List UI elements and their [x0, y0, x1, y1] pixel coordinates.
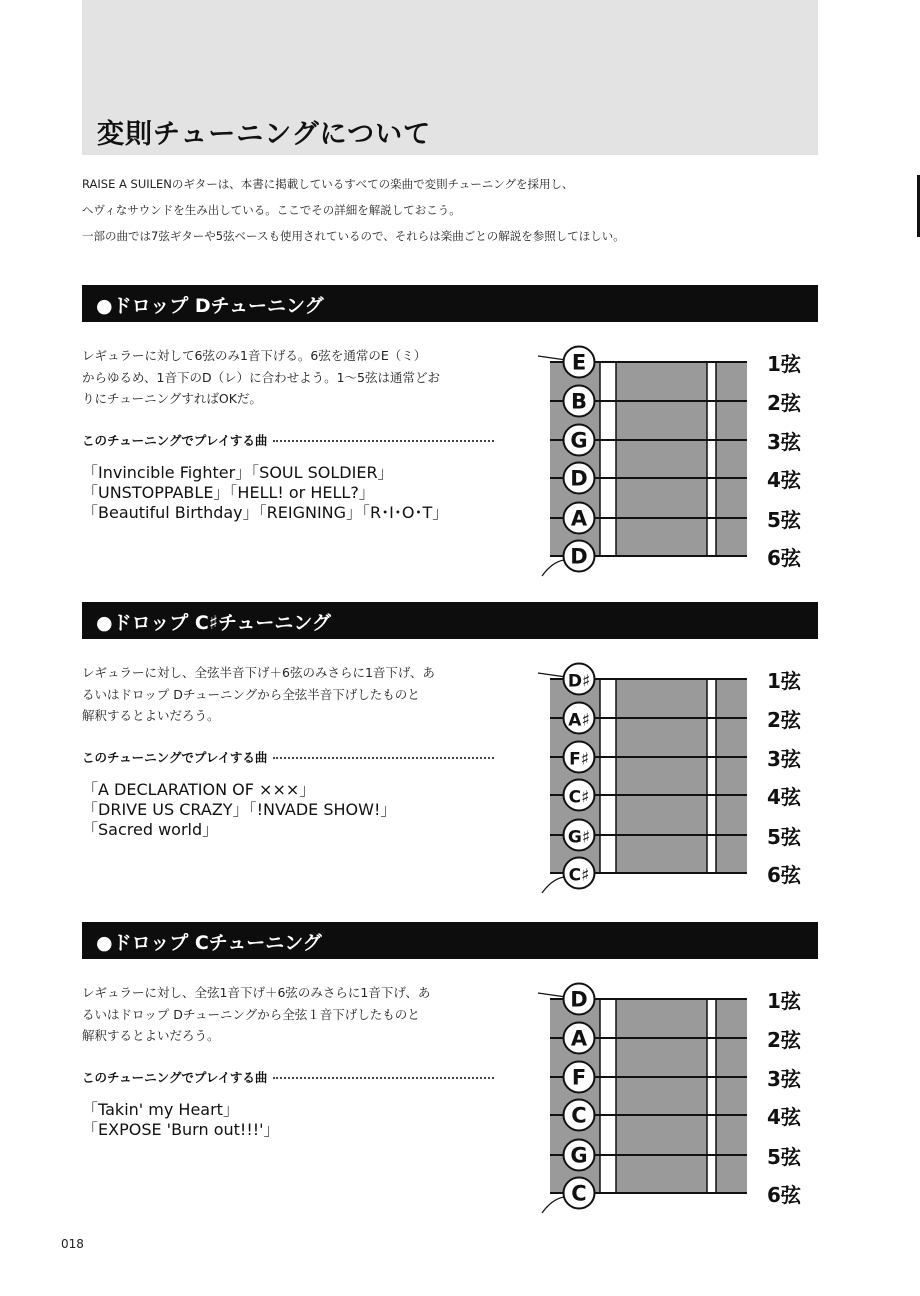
note-name: D	[570, 544, 588, 569]
string-label: 3弦	[767, 747, 801, 771]
note-name: F♯	[569, 749, 589, 770]
songs-heading	[82, 1068, 494, 1086]
string-label: 6弦	[767, 863, 801, 887]
tuning-section	[82, 602, 818, 898]
section-description	[82, 662, 494, 727]
note-name: D	[570, 466, 588, 491]
string-label: 4弦	[767, 785, 801, 809]
song-list	[82, 780, 502, 840]
section-description	[82, 982, 494, 1047]
song-line: 「Sacred world」	[82, 820, 219, 839]
note-name: A	[570, 1026, 588, 1051]
description-line: レギュラーに対し、全弦半音下げ＋6弦のみさらに1音下げ、あ	[82, 665, 435, 680]
note-name: A♯	[568, 710, 590, 731]
description-line: 解釈するとよいだろう。	[82, 708, 220, 723]
tuning-diagram	[532, 642, 818, 898]
page-title: 変則チューニングについて	[97, 119, 432, 150]
string-label: 6弦	[767, 1183, 801, 1207]
dotted-leader	[273, 1077, 494, 1079]
diagram-edge-line	[538, 356, 566, 360]
description-line: 解釈するとよいだろう。	[82, 1028, 220, 1043]
note-name: A	[570, 506, 588, 531]
nut	[600, 362, 616, 556]
diagram-edge-line	[538, 673, 566, 677]
songs-heading	[82, 748, 494, 766]
page-number: 018	[61, 1237, 84, 1251]
note-name: E	[571, 350, 587, 375]
song-line: 「Beautiful Birthday」「REIGNING」「R･I･O･T」	[82, 503, 449, 522]
string-label: 2弦	[767, 1028, 801, 1052]
note-name: G	[570, 428, 588, 453]
string-label: 2弦	[767, 708, 801, 732]
intro-text	[82, 171, 782, 249]
string-label: 1弦	[767, 669, 801, 693]
section-title: ●ドロップ Cチューニング	[96, 932, 322, 954]
string-label: 5弦	[767, 825, 801, 849]
section-header	[82, 922, 818, 959]
note-name: D	[570, 987, 588, 1012]
tuning-diagram	[532, 962, 818, 1218]
description-line: るいはドロップ Dチューニングから全弦１音下げしたものと	[82, 1006, 420, 1022]
tuning-section	[82, 922, 818, 1218]
diagram-edge-line	[538, 993, 566, 997]
string-label: 1弦	[767, 989, 801, 1013]
string-label: 1弦	[767, 352, 801, 376]
string-label: 5弦	[767, 1145, 801, 1169]
section-header	[82, 602, 818, 639]
diagram-edge-line	[542, 877, 564, 893]
section-header	[82, 285, 818, 322]
fret-wire	[707, 362, 716, 556]
string-label: 6弦	[767, 546, 801, 570]
note-name: D♯	[567, 671, 591, 692]
note-name: C♯	[568, 787, 590, 808]
section-description	[82, 345, 494, 410]
description-line: レギュラーに対し、全弦1音下げ＋6弦のみさらに1音下げ、あ	[82, 985, 431, 1000]
dotted-leader	[273, 440, 494, 442]
tuning-section	[82, 285, 818, 581]
note-name: F	[571, 1065, 587, 1090]
songs-heading-label: このチューニングでプレイする曲	[82, 750, 268, 765]
description-line: るいはドロップ Dチューニングから全弦半音下げしたものと	[82, 686, 420, 702]
nut	[600, 679, 616, 873]
note-name: C	[571, 1181, 587, 1206]
description-line: りにチューニングすればOKだ。	[82, 391, 262, 406]
diagram-edge-line	[542, 560, 564, 576]
note-name: C♯	[568, 865, 590, 886]
section-title: ●ドロップ C♯チューニング	[96, 612, 332, 634]
tuning-diagram	[532, 325, 818, 581]
diagram-edge-line	[542, 1197, 564, 1213]
songs-heading-label: このチューニングでプレイする曲	[82, 433, 268, 448]
note-name: C	[571, 1103, 587, 1128]
string-label: 3弦	[767, 430, 801, 454]
nut	[600, 999, 616, 1193]
fret-wire	[707, 999, 716, 1193]
fret-wire	[707, 679, 716, 873]
string-label: 3弦	[767, 1067, 801, 1091]
intro-line: ヘヴィなサウンドを生み出している。ここでその詳細を解説しておこう。	[82, 203, 461, 217]
note-name: G♯	[567, 827, 591, 848]
intro-line: RAISE A SUILENのギターは、本書に掲載しているすべての楽曲で変則チューニングを採用し、	[82, 177, 574, 191]
string-label: 2弦	[767, 391, 801, 415]
section-title: ●ドロップ Dチューニング	[96, 295, 324, 317]
songs-heading	[82, 431, 494, 449]
dotted-leader	[273, 757, 494, 759]
intro-line: 一部の曲では7弦ギターや5弦ベースも使用されているので、それらは楽曲ごとの解説を参照してほしい。	[82, 229, 625, 243]
songs-heading-label: このチューニングでプレイする曲	[82, 1070, 268, 1085]
string-label: 4弦	[767, 468, 801, 492]
song-list	[82, 463, 502, 523]
song-list	[82, 1100, 502, 1140]
song-line: 「A DECLARATION OF ×××」	[82, 780, 316, 799]
string-label: 4弦	[767, 1105, 801, 1129]
song-line: 「EXPOSE 'Burn out!!!'」	[82, 1120, 280, 1139]
song-line: 「UNSTOPPABLE」「HELL! or HELL?」	[82, 483, 375, 502]
song-line: 「Takin' my Heart」	[82, 1100, 239, 1119]
note-name: B	[570, 389, 588, 414]
description-line: からゆるめ、1音下のD（レ）に合わせよう。1～5弦は通常どお	[82, 369, 440, 385]
description-line: レギュラーに対して6弦のみ1音下げる。6弦を通常のE（ミ）	[82, 348, 427, 363]
note-name: G	[570, 1143, 588, 1168]
string-label: 5弦	[767, 508, 801, 532]
song-line: 「Invincible Fighter」「SOUL SOLDIER」	[82, 463, 394, 482]
song-line: 「DRIVE US CRAZY」「!NVADE SHOW!」	[82, 800, 397, 819]
